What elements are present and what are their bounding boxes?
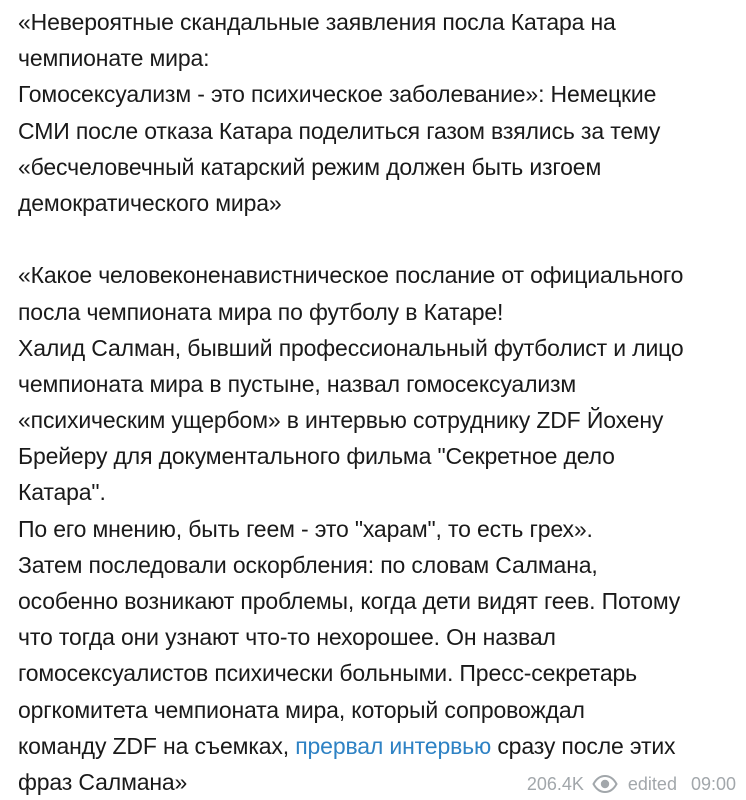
message-line: «психическим ущербом» в интервью сотруднику ZDF Йохену <box>18 407 664 434</box>
message-line: чемпионате мира: <box>18 45 210 72</box>
message-time: 09:00 <box>690 773 736 794</box>
message-line: гомосексуалистов психически больными. Пресс-секретарь <box>18 660 637 687</box>
message-line: СМИ после отказа Катара поделиться газом взялись за тему <box>18 117 661 144</box>
message-line-with-link <box>18 728 744 764</box>
message-text <box>18 4 744 800</box>
link-prefix-text: команду ZDF на съемках, <box>18 732 296 759</box>
view-count: 206.4K <box>526 773 584 794</box>
edited-label: edited <box>627 773 677 794</box>
message-line: Гомосексуализм - это психическое заболевание»: Немецкие <box>18 81 657 108</box>
message-line: что тогда они узнают что-то нехорошее. Он назвал <box>18 624 556 651</box>
message-line: демократического мира» <box>18 189 282 216</box>
message-meta <box>527 771 736 797</box>
message-line: особенно возникают проблемы, когда дети видят геев. Потому <box>18 588 681 614</box>
message-line: оргкомитета чемпионата мира, который сопровождал <box>18 696 585 723</box>
message-line: Брейеру для документального фильма "Секретное дело <box>18 443 615 470</box>
message-line: фраз Салмана» <box>18 768 188 795</box>
message-line: «бесчеловечный катарский режим должен быть изгоем <box>18 153 602 180</box>
link-suffix-text: сразу после этих <box>491 732 676 759</box>
message-line: посла чемпионата мира по футболу в Катаре! <box>18 298 504 325</box>
message-line: Затем последовали оскорбления: по словам Салмана, <box>18 551 598 578</box>
message-line: «Какое человеконенавистническое послание от официального <box>18 262 684 289</box>
eye-icon <box>592 775 618 793</box>
message-line: чемпионата мира в пустыне, назвал гомосексуализм <box>18 370 577 397</box>
message-line: Халид Салман, бывший профессиональный футболист и лицо <box>18 334 684 361</box>
message-line: По его мнению, быть геем - это "харам", то есть грех». <box>18 515 593 542</box>
paragraph-gap <box>18 221 744 257</box>
message-line: «Невероятные скандальные заявления посла Катара на <box>18 9 616 35</box>
message-line: Катара". <box>18 479 106 506</box>
interview-link[interactable]: прервал интервью <box>295 732 492 759</box>
